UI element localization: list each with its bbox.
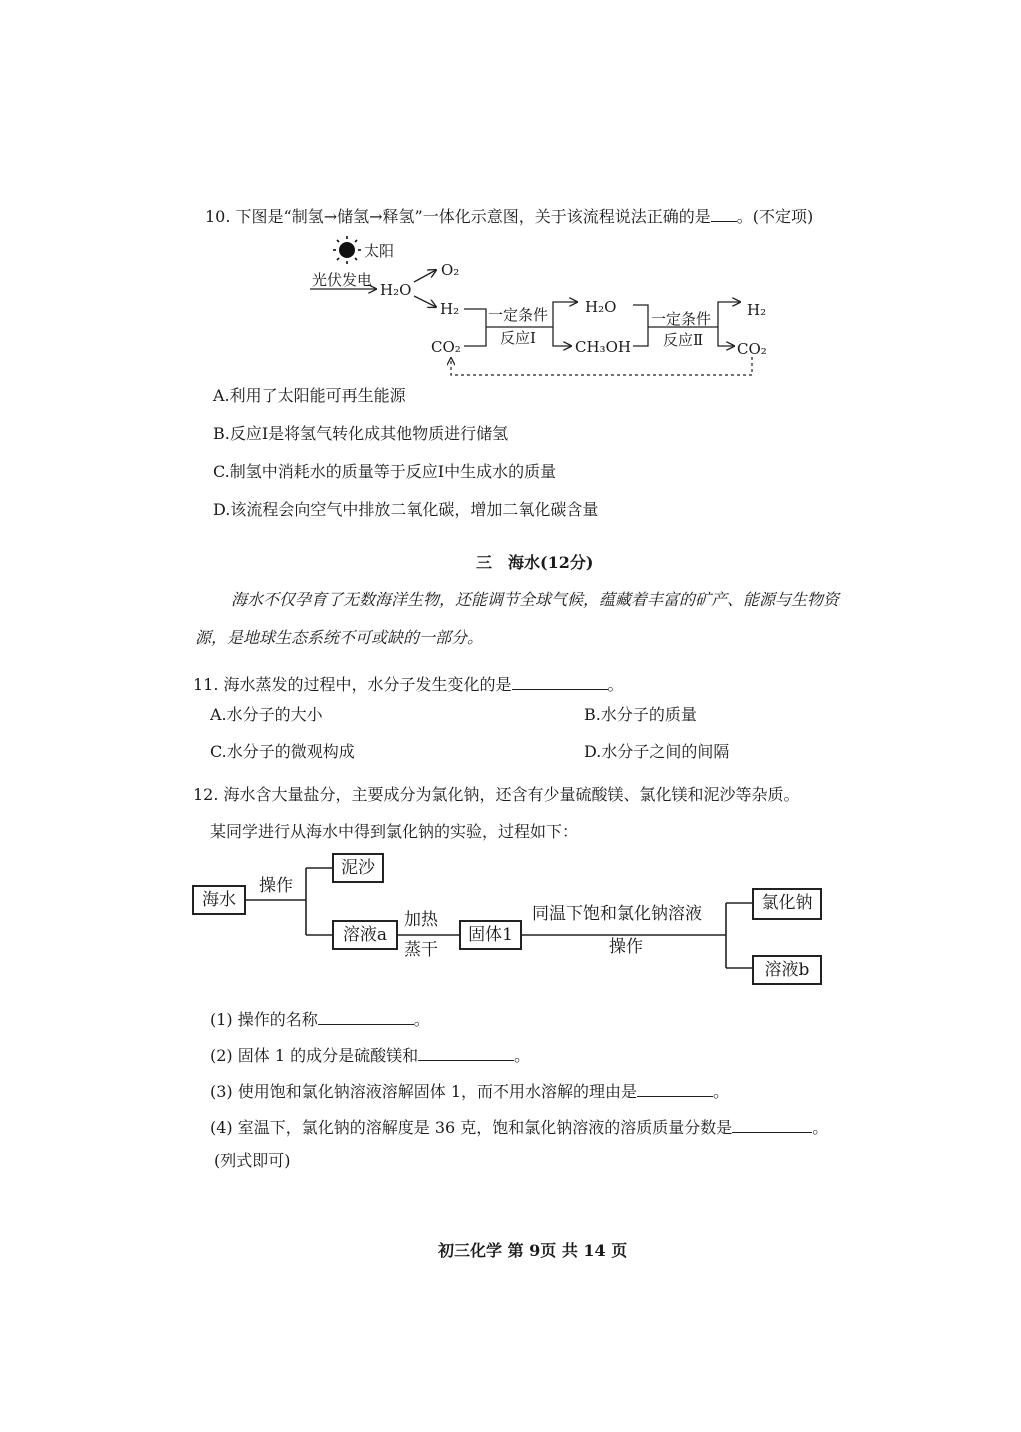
q12-sub2-blank[interactable] <box>418 1044 514 1061</box>
q12-sub2-end: 。 <box>514 1046 531 1065</box>
q12-sub3-blank[interactable] <box>637 1080 713 1097</box>
q12-sub4-note: (列式即可) <box>214 1151 291 1170</box>
q12-stem-line2: 某同学进行从海水中得到氯化钠的实验，过程如下： <box>210 822 579 841</box>
q11-stem-end: 。 <box>607 675 624 694</box>
q12-sub3-end: 。 <box>713 1082 730 1101</box>
ch3oh-label: CH₃OH <box>575 338 631 356</box>
co2-recycle-dashed <box>451 357 752 375</box>
label-heat: 加热 <box>404 910 438 930</box>
section3-intro-line2: 源，是地球生态系统不可或缺的一部分。 <box>195 628 484 647</box>
sun-icon <box>333 236 361 264</box>
h2-arrow <box>414 296 436 307</box>
q12-sub4-text: (4) 室温下，氯化钠的溶解度是 36 克，饱和氯化钠溶液的溶质质量分数是 <box>210 1118 733 1137</box>
react2-label: 反应Ⅱ <box>663 331 704 349</box>
o2-label: O₂ <box>441 261 460 279</box>
react2-out-top <box>718 302 740 327</box>
box-solid1: 固体1 <box>459 920 522 950</box>
h2-label-a: H₂ <box>440 300 460 318</box>
q12-sub1-end: 。 <box>413 1010 430 1029</box>
q11-stem <box>193 673 624 695</box>
q10-option-c: C.制氢中消耗水的质量等于反应Ⅰ中生成水的质量 <box>213 462 557 481</box>
q10-stem-suffix: 。(不定项) <box>736 207 814 226</box>
react2-out-bottom <box>718 327 734 346</box>
react1-in-bracket <box>464 309 486 346</box>
react2-condition: 一定条件 <box>651 310 712 328</box>
h2-label-c: H₂ <box>747 301 767 319</box>
q12-sub4 <box>210 1116 828 1138</box>
q12-sub4-blank[interactable] <box>732 1116 812 1133</box>
section3-intro-line1: 海水不仅孕育了无数海洋生物，还能调节全球气候，蕴藏着丰富的矿产、能源与生物资 <box>231 590 840 609</box>
co2-label-a: CO₂ <box>431 338 461 356</box>
q10-answer-blank[interactable] <box>711 205 737 222</box>
sun-label: 太阳 <box>364 242 395 260</box>
react1-label: 反应Ⅰ <box>500 329 536 347</box>
q11-option-c: C.水分子的微观构成 <box>210 742 355 761</box>
q12-sub1-text: (1) 操作的名称 <box>210 1010 318 1029</box>
q12-sub1-blank[interactable] <box>318 1008 414 1025</box>
box-solution-b: 溶液b <box>752 955 822 985</box>
q10-option-a: A.利用了太阳能可再生能源 <box>213 386 406 405</box>
q12-sub2 <box>210 1044 530 1066</box>
box-sand: 泥沙 <box>332 853 384 883</box>
q11-option-d: D.水分子之间的间隔 <box>584 742 730 761</box>
react1-out-top <box>553 302 577 327</box>
react1-out-bottom <box>553 327 571 346</box>
section3-title: 三 海水(12分) <box>476 553 594 572</box>
box-solution-a: 溶液a <box>332 920 398 950</box>
box-nacl: 氯化钠 <box>752 888 822 920</box>
q11-option-b: B.水分子的质量 <box>584 705 697 724</box>
label-op1: 操作 <box>259 876 293 896</box>
q10-option-b: B.反应Ⅰ是将氢气转化成其他物质进行储氢 <box>213 424 509 443</box>
o2-arrow <box>414 270 436 282</box>
pv-label: 光伏发电 <box>312 271 373 289</box>
box-seawater: 海水 <box>192 885 246 915</box>
q10-stem <box>205 205 813 227</box>
q11-option-a: A.水分子的大小 <box>210 705 323 724</box>
co2-label-c: CO₂ <box>737 340 767 358</box>
q10-stem-prefix: 10. 下图是“制氢→储氢→释氢”一体化示意图，关于该流程说法正确的是 <box>205 207 711 226</box>
q11-stem-text: 11. 海水蒸发的过程中，水分子发生变化的是 <box>193 675 512 694</box>
q11-answer-blank[interactable] <box>512 673 608 690</box>
q10-option-d: D.该流程会向空气中排放二氧化碳，增加二氧化碳含量 <box>213 500 599 519</box>
label-dry: 蒸干 <box>404 940 438 960</box>
react2-in-bracket <box>633 305 648 346</box>
label-sat-solution: 同温下饱和氯化钠溶液 <box>532 904 702 924</box>
h2o-label-b: H₂O <box>585 298 617 316</box>
q12-sub3 <box>210 1080 729 1102</box>
q12-sub4-end: 。 <box>812 1118 829 1137</box>
q12-sub2-text: (2) 固体 1 的成分是硫酸镁和 <box>210 1046 419 1065</box>
q12-stem-line1: 12. 海水含大量盐分，主要成分为氯化钠，还含有少量硫酸镁、氯化镁和泥沙等杂质。 <box>193 785 800 804</box>
q12-sub3-text: (3) 使用饱和氯化钠溶液溶解固体 1，而不用水溶解的理由是 <box>210 1082 638 1101</box>
page-footer: 初三化学 第 9页 共 14 页 <box>438 1241 628 1260</box>
label-op2: 操作 <box>609 937 643 957</box>
react1-condition: 一定条件 <box>488 306 549 324</box>
q12-sub1 <box>210 1008 430 1030</box>
h2o-label: H₂O <box>380 281 412 299</box>
